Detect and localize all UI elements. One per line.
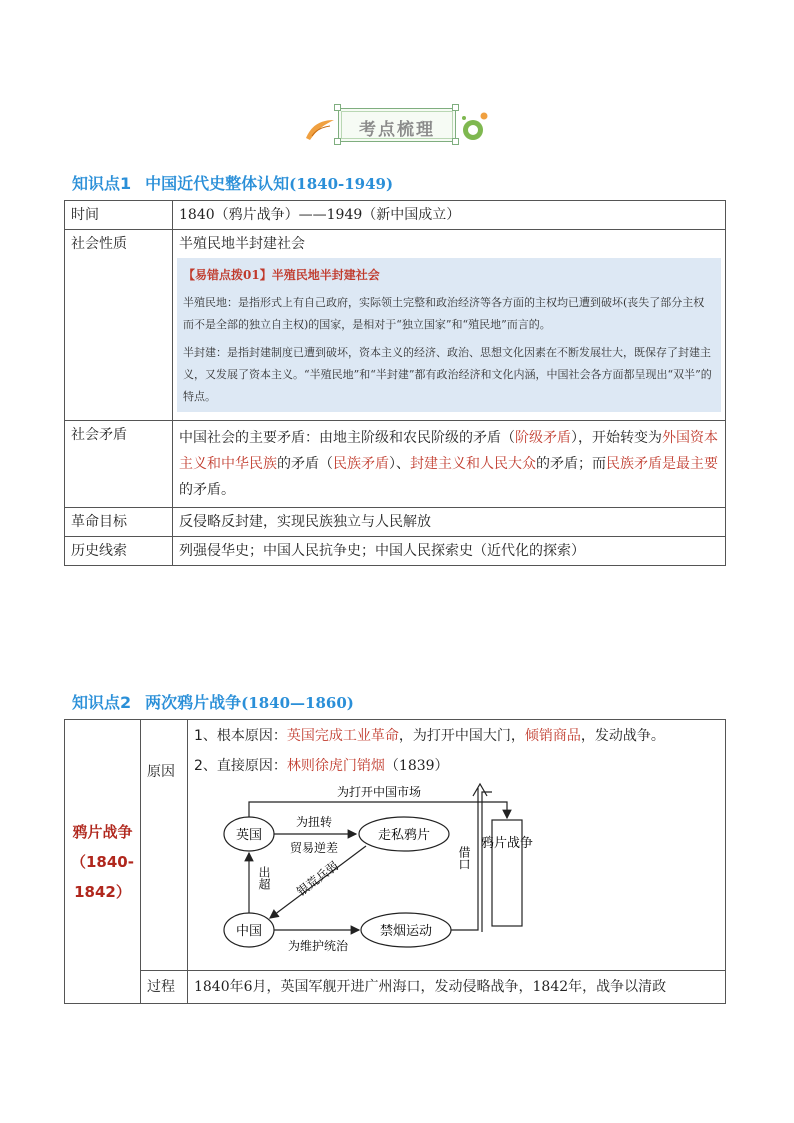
contradiction-text	[173, 421, 726, 508]
frame-corner	[452, 138, 459, 145]
bubbles-icon	[460, 110, 490, 144]
kp1-range: (1840-1949)	[289, 175, 394, 193]
highlight-text: 民族矛盾是最主要	[606, 456, 718, 472]
row-label: 社会性质	[65, 230, 173, 421]
text-run: ，为打开中国大门，	[398, 728, 525, 744]
text-run: 的矛盾。	[179, 482, 235, 498]
cause-line	[194, 724, 719, 748]
highlight-text: 民族矛盾	[333, 456, 389, 472]
tip-paragraph: 半封建：是指封建制度已遭到破坏，资本主义的经济、政治、思想文化因素在不断发展壮大，既保存了封建主义，又发展了资本主义。“半殖民地”和“半封建”都有政治经济和文化内涵，中国社会各方面都呈现出“双半”的特点。	[183, 346, 712, 403]
row-value: 列强侵华史；中国人民抗争史；中国人民探索史（近代化的探索）	[173, 537, 726, 566]
kp1-heading	[72, 171, 393, 194]
row-label: 过程	[140, 971, 187, 1004]
node-war-label	[481, 835, 533, 851]
row-value: 1840（鸦片战争）——1949（新中国成立）	[173, 201, 726, 230]
label-reverse-1: 为扭转	[295, 815, 332, 829]
node-smuggle-label: 走私鸦片	[377, 828, 430, 843]
node-britain-label: 英国	[235, 828, 262, 843]
text-run: （1839）	[384, 758, 449, 774]
frame-corner	[452, 104, 459, 111]
text-run: 的矛盾；而	[536, 456, 606, 472]
cause-line	[194, 754, 719, 778]
kp1-title: 中国近代史整体认知	[145, 174, 290, 193]
row-value: 反侵略反封建，实现民族独立与人民解放	[173, 508, 726, 537]
node-china-label: 中国	[235, 924, 262, 939]
nature-value: 半殖民地半封建社会	[179, 236, 305, 252]
banner-frame	[338, 108, 456, 142]
text-run: 1、根本原因：	[193, 728, 287, 744]
kp2-number: 知识点2	[72, 693, 132, 712]
kp2-title: 两次鸦片战争	[145, 693, 242, 712]
table-row	[65, 971, 726, 1004]
leaf-icon	[304, 116, 336, 142]
war-years: （1840-1842）	[71, 852, 134, 901]
cause-diagram	[194, 782, 664, 958]
table-row	[65, 230, 726, 421]
arrow-excuse-head	[473, 784, 487, 796]
row-value: 1840年6月，英国军舰开进广州海口，发动侵略战争，1842年，战争以清政	[187, 971, 725, 1004]
row-value	[173, 230, 726, 421]
kp2-heading	[72, 690, 354, 713]
kp2-range: (1840—1860)	[241, 694, 354, 712]
label-open-market: 为打开中国市场	[336, 785, 421, 799]
highlight-text: 英国完成工业革命	[286, 728, 399, 744]
war-title-cell	[65, 720, 141, 1004]
tip-title: 【易错点拨01】半殖民地半封建社会	[183, 268, 380, 282]
row-label: 社会矛盾	[65, 421, 173, 508]
table-row	[65, 421, 726, 508]
highlight-text: 外国资本主义和中华民族	[179, 430, 718, 472]
label-excuse: 借口	[456, 846, 471, 870]
row-label: 时间	[65, 201, 173, 230]
row-label: 历史线索	[65, 537, 173, 566]
cause-cell	[187, 720, 725, 971]
text-run: 2、直接原因：	[193, 758, 287, 774]
highlight-text: 倾销商品	[524, 728, 581, 744]
frame-corner	[334, 138, 341, 145]
section-banner	[300, 104, 490, 150]
kp2-table	[64, 719, 726, 1004]
text-run: ），开始转变为	[571, 430, 662, 446]
war-label-text: 鸦片战争	[480, 836, 533, 851]
table-row	[65, 720, 726, 971]
label-maintain: 为维护统治	[287, 939, 348, 953]
label-reverse-2: 贸易逆差	[289, 841, 338, 855]
table-row	[65, 508, 726, 537]
label-outflow: 出超	[256, 866, 271, 890]
text-run: 的矛盾（	[277, 456, 333, 472]
kp1-table	[64, 200, 726, 566]
row-label: 革命目标	[65, 508, 173, 537]
war-name: 鸦片战争	[72, 822, 133, 841]
table-row	[65, 201, 726, 230]
arrow-open-market	[249, 802, 507, 818]
row-label: 原因	[140, 720, 187, 971]
tip-paragraph: 半殖民地：是指形式上有自己政府，实际领土完整和政治经济等各方面的主权均已遭到破坏(丧失了部分主权而不是全部的独立自主权)的国家，是相对于“独立国家”和“殖民地”而言的。	[183, 296, 705, 331]
tip-box	[177, 258, 721, 412]
text-run: 中国社会的主要矛盾：由地主阶级和农民阶级的矛盾（	[179, 430, 515, 446]
text-run: ）、	[389, 456, 410, 472]
text-run: ，发动战争。	[580, 728, 665, 744]
highlight-text: 阶级矛盾	[515, 430, 571, 446]
highlight-text: 林则徐虎门销烟	[286, 758, 385, 774]
banner-title: 考点梳理	[359, 120, 435, 140]
label-silver: 银荒兵弱	[294, 858, 341, 899]
highlight-text: 封建主义和人民大众	[410, 456, 536, 472]
table-row	[65, 537, 726, 566]
arrow-excuse-line	[482, 792, 492, 932]
frame-corner	[334, 104, 341, 111]
node-ban-label: 禁烟运动	[379, 924, 432, 939]
kp1-number: 知识点1	[72, 174, 132, 193]
